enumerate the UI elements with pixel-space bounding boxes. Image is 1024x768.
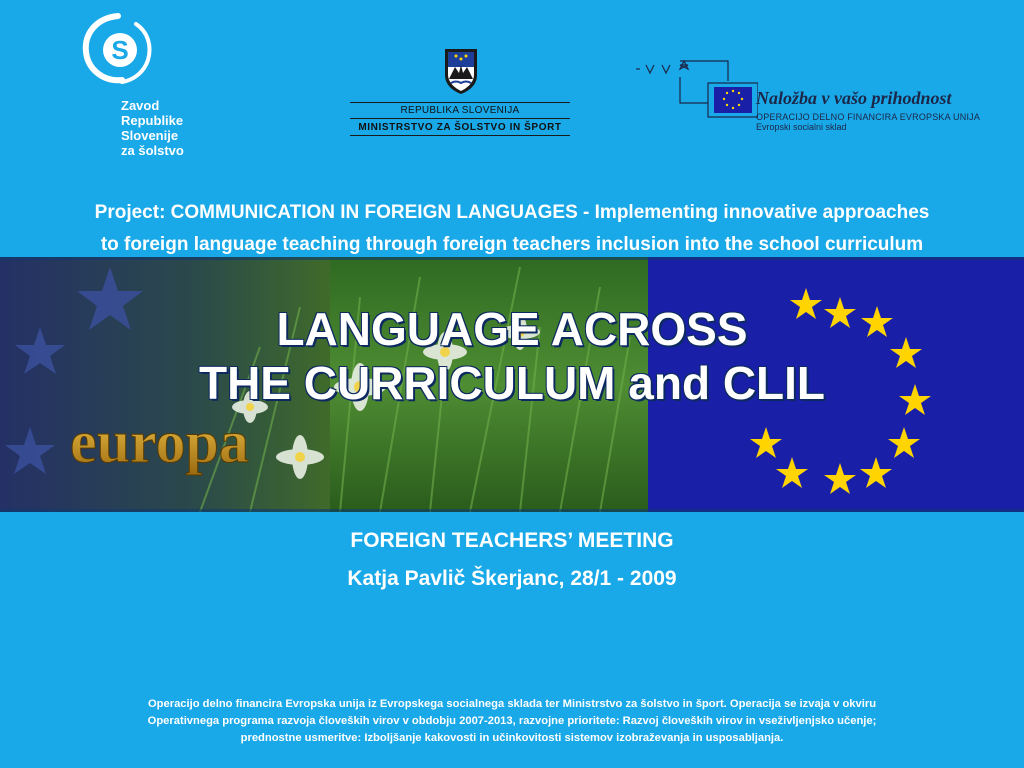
- project-line: to foreign language teaching through foreign teachers inclusion into the school curriculum: [100, 234, 924, 255]
- funding-notice: [14, 696, 1010, 747]
- zrss-name-line: Republike: [121, 113, 184, 128]
- meeting-info: [0, 522, 1024, 598]
- slovenia-coat-of-arms-icon: [441, 47, 481, 95]
- zrss-name-line: Slovenije: [121, 128, 179, 143]
- europa-logo-text: europa: [70, 409, 249, 475]
- zrss-name-line: Zavod: [121, 98, 160, 113]
- esf-title: Naložba v vašo prihodnost: [756, 88, 952, 108]
- zrss-name: [121, 98, 184, 158]
- esf-subtitle: OPERACIJO DELNO FINANCIRA EVROPSKA UNIJA: [756, 112, 981, 122]
- meeting-author-date: Katja Pavlič Škerjanc, 28/1 - 2009: [347, 567, 677, 590]
- esf-subtitle: Evropski socialni sklad: [756, 122, 847, 132]
- project-line: Project: COMMUNICATION IN FOREIGN LANGUAGES - Implementing innovative approaches: [94, 202, 930, 223]
- zrss-letter: S: [111, 35, 129, 65]
- funding-line: Operativnega programa razvoja človeških virov v obdobju 2007-2013, razvojne prioritete: Razvoj človeških virov in vseživljenjsko učenje;: [147, 715, 877, 727]
- zrss-name-line: za šolstvo: [121, 143, 184, 158]
- ministry-name: [350, 102, 570, 136]
- project-description: [20, 197, 1004, 261]
- ministry-line1: REPUBLIKA SLOVENIJA: [350, 102, 570, 119]
- zrss-s-logo-icon: [78, 10, 168, 90]
- funding-line: Operacijo delno financira Evropska unija iz Evropskega socialnega sklada ter Ministrstvo za šolstvo in šport. Operacija se izvaja v okviru: [147, 698, 877, 710]
- slide-title: [0, 302, 1024, 410]
- eu-flag-icon: [628, 55, 758, 125]
- slide-title-line: LANGUAGE ACROSS: [276, 303, 748, 355]
- esf-text: [756, 88, 980, 132]
- meeting-title: FOREIGN TEACHERS’ MEETING: [350, 529, 674, 552]
- funding-line: prednostne usmeritve: Izboljšanje kakovosti in učinkovitosti sistemov izobraževanja in usposabljanja.: [240, 732, 784, 744]
- slide-title-line: THE CURRICULUM and CLIL: [198, 357, 826, 409]
- ministry-line2: MINISTRSTVO ZA ŠOLSTVO IN ŠPORT: [350, 119, 570, 136]
